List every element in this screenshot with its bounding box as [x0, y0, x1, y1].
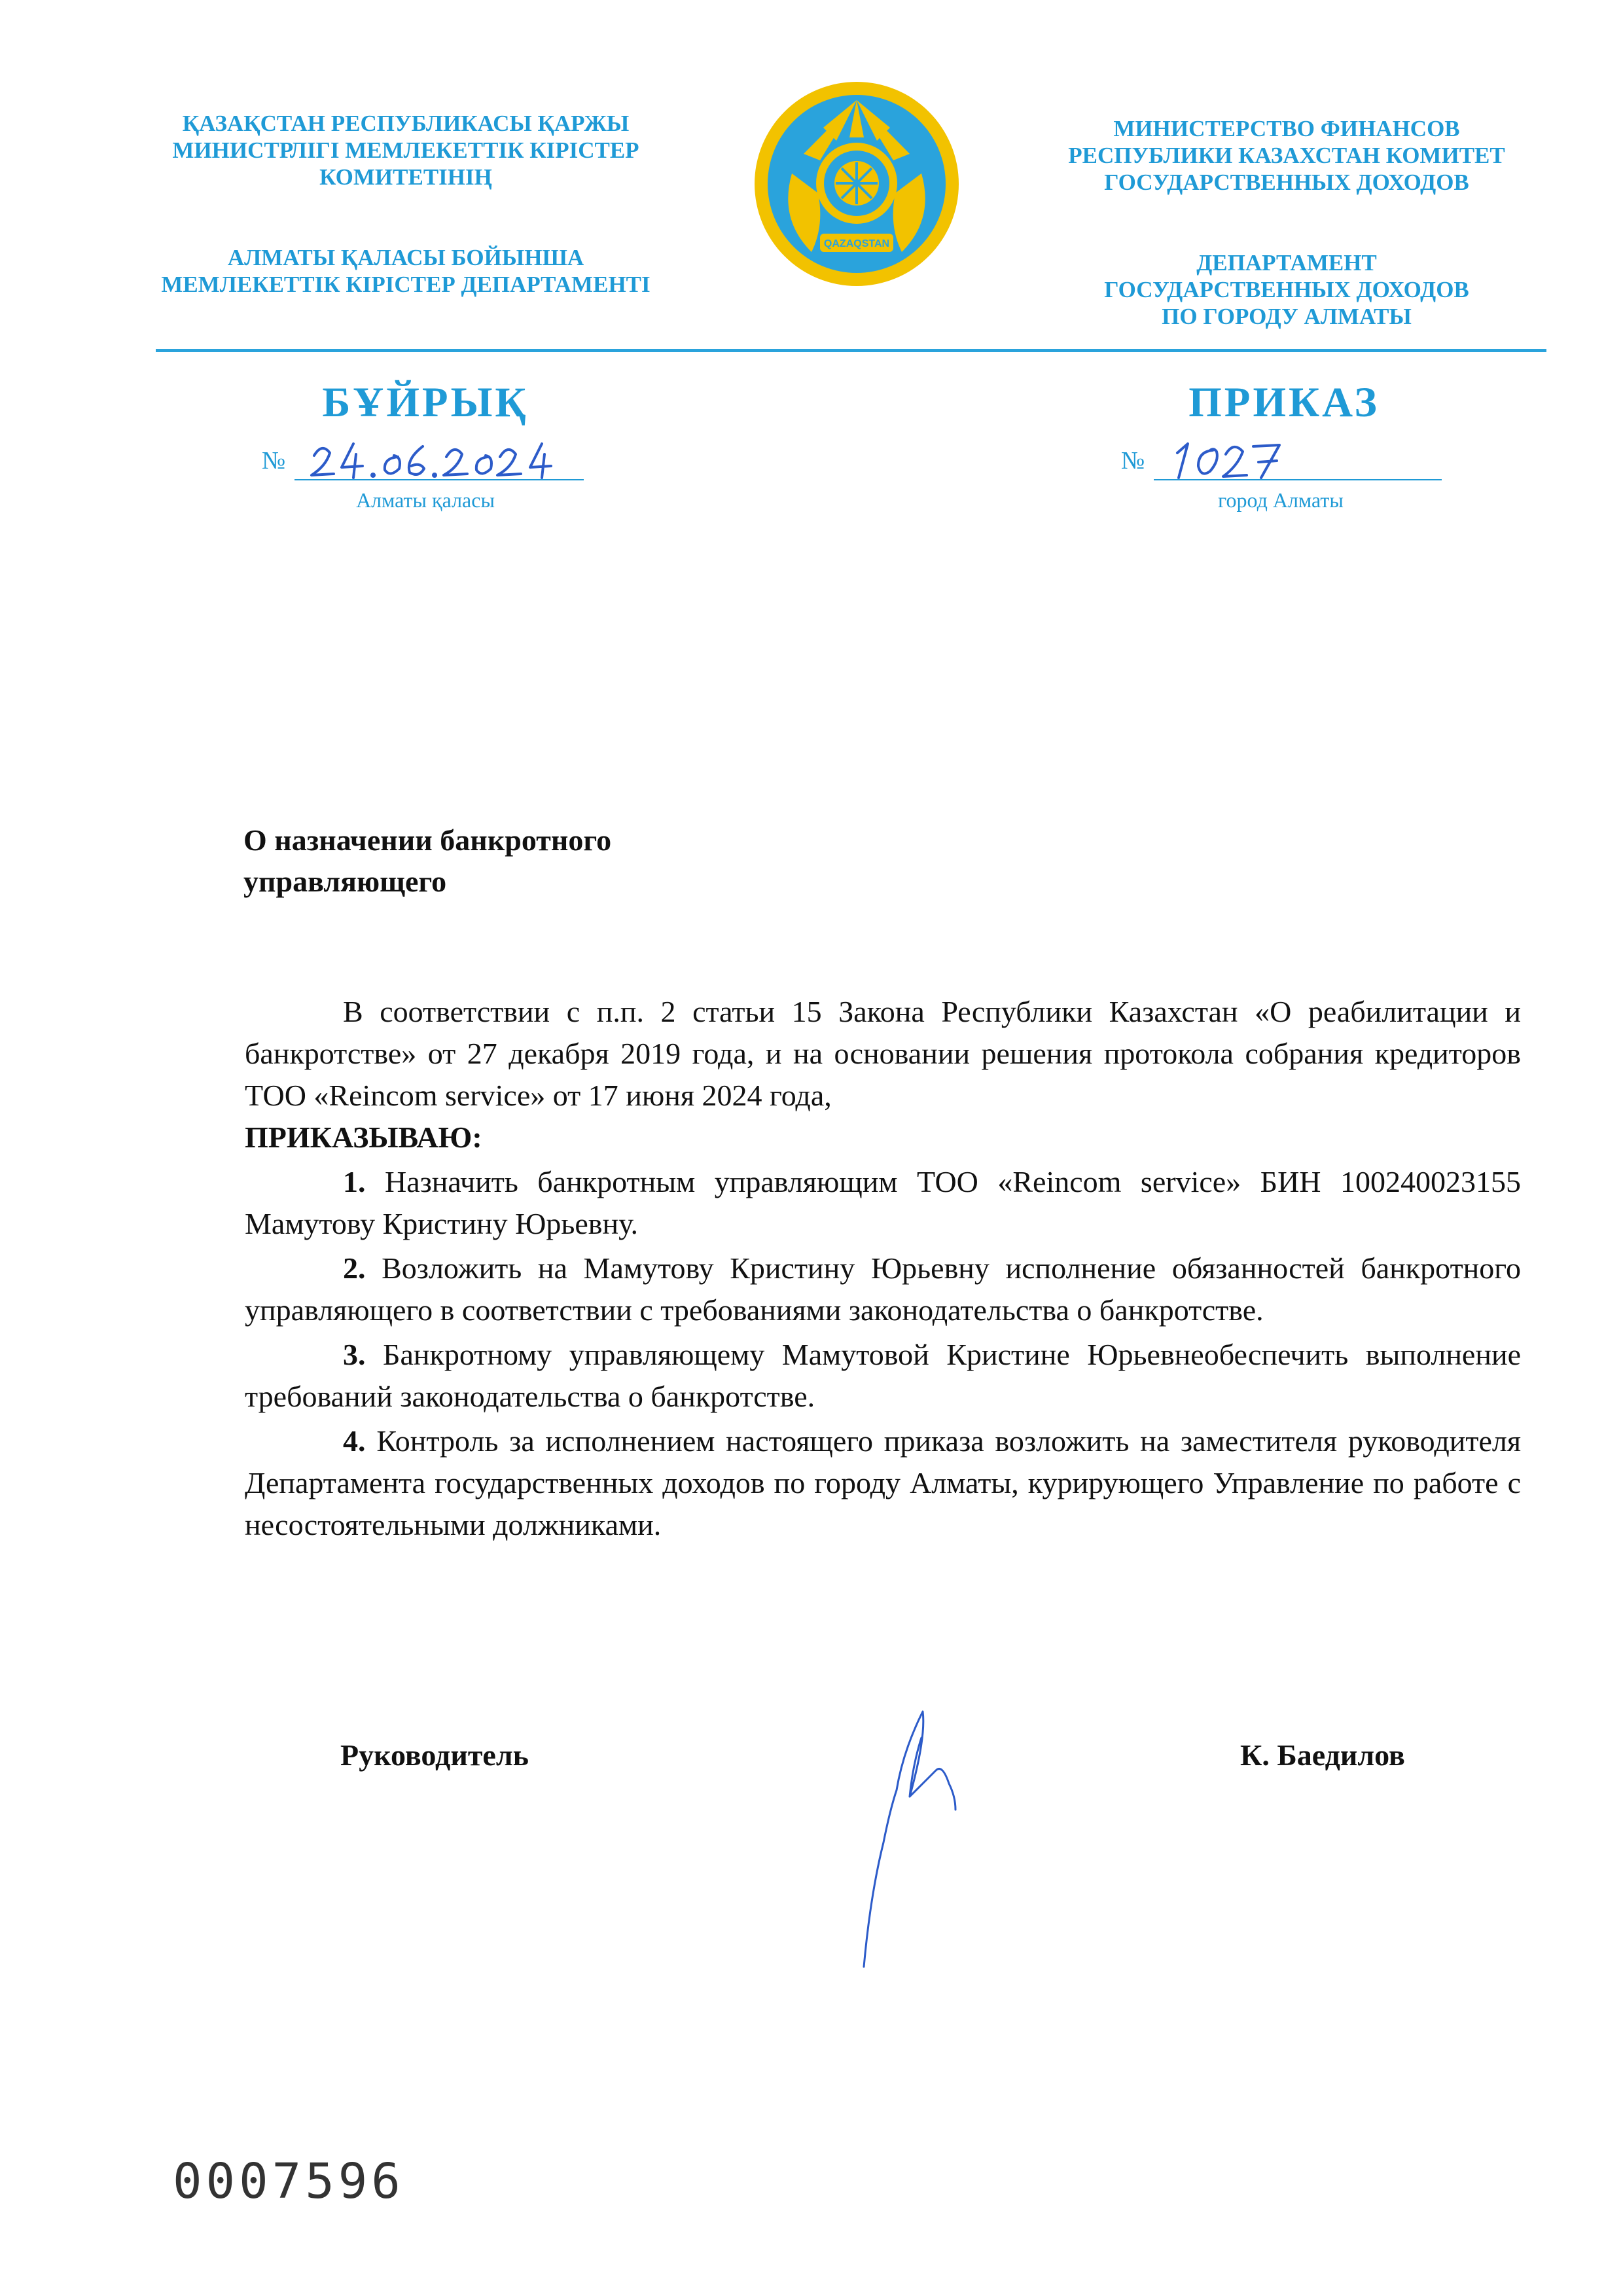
serial-number: 0007596 — [173, 2153, 404, 2210]
emblem-text: QAZAQSTAN — [823, 238, 890, 249]
handwritten-number — [1167, 437, 1285, 483]
header-divider — [156, 349, 1546, 352]
place-kz: Алматы қаласы — [356, 488, 495, 512]
order-item — [245, 1420, 1521, 1546]
order-title-kz: БҰЙРЫҚ — [322, 379, 529, 426]
committee-name-ru: МИНИСТЕРСТВО ФИНАНСОВ РЕСПУБЛИКИ КАЗАХСТАН КОМИТЕТ ГОСУДАРСТВЕННЫХ ДОХОДОВ — [1068, 116, 1505, 195]
number-sign: № — [1121, 447, 1145, 475]
signer-position: Руководитель — [340, 1738, 529, 1772]
order-keyword: ПРИКАЗЫВАЮ: — [245, 1121, 482, 1154]
item-number: 3. — [343, 1338, 366, 1371]
handwritten-date — [308, 437, 556, 483]
place-ru: город Алматы — [1218, 488, 1344, 512]
order-body — [245, 991, 1521, 1546]
intro-paragraph: В соответствии с п.п. 2 статьи 15 Закона Республики Казахстан «О реабилитации и банкротстве» от 27 декабря 2019 года, и на основании решения протокола собрания кредиторов ТОО «Reincom service» от 17 июня 2024 года, — [245, 995, 1521, 1112]
state-emblem — [753, 75, 961, 293]
item-text: Назначить банкротным управляющим ТОО «Reincom service» БИН 100240023155 Мамутову Кристину Юрьевну. — [245, 1165, 1521, 1240]
item-number: 2. — [343, 1251, 366, 1285]
item-number: 4. — [343, 1424, 366, 1458]
number-field — [1121, 437, 1442, 480]
item-text: Возложить на Мамутову Кристину Юрьевну исполнение обязанностей банкротного управляющего в соответствии с требованиями законодательства о банкротстве. — [245, 1251, 1522, 1327]
order-subject — [243, 819, 611, 902]
department-name-ru: ДЕПАРТАМЕНТ ГОСУДАРСТВЕННЫХ ДОХОДОВ ПО ГОРОДУ АЛМАТЫ — [1104, 250, 1469, 329]
header-left — [118, 110, 694, 298]
handwritten-signature — [844, 1698, 988, 1973]
order-item — [245, 1161, 1521, 1245]
order-item — [245, 1334, 1521, 1418]
committee-name-kz: ҚАЗАҚСТАН РЕСПУБЛИКАСЫ ҚАРЖЫ МИНИСТРЛІГІ МЕМЛЕКЕТТІК КІРІСТЕР КОМИТЕТІНІҢ — [172, 111, 639, 190]
item-text: Банкротному управляющему Мамутовой Кристине Юрьевнеобеспечить выполнение требований законодательства о банкротстве. — [245, 1338, 1522, 1413]
item-number: 1. — [343, 1165, 366, 1198]
number-sign: № — [262, 447, 286, 475]
header-right — [999, 115, 1575, 330]
order-title-ru: ПРИКАЗ — [1188, 379, 1380, 426]
subject-text: О назначении банкротного управляющего — [243, 823, 612, 898]
item-text: Контроль за исполнением настоящего приказа возложить на заместителя руководителя Департамента государственных доходов по городу Алматы, курирующего Управление по работе с несостоятельными должниками. — [245, 1424, 1522, 1541]
order-item — [245, 1247, 1521, 1331]
date-field — [262, 437, 584, 480]
department-name-kz: АЛМАТЫ ҚАЛАСЫ БОЙЫНША МЕМЛЕКЕТТІК КІРІСТЕР ДЕПАРТАМЕНТІ — [161, 245, 651, 297]
signer-name: К. Баедилов — [1240, 1738, 1405, 1772]
